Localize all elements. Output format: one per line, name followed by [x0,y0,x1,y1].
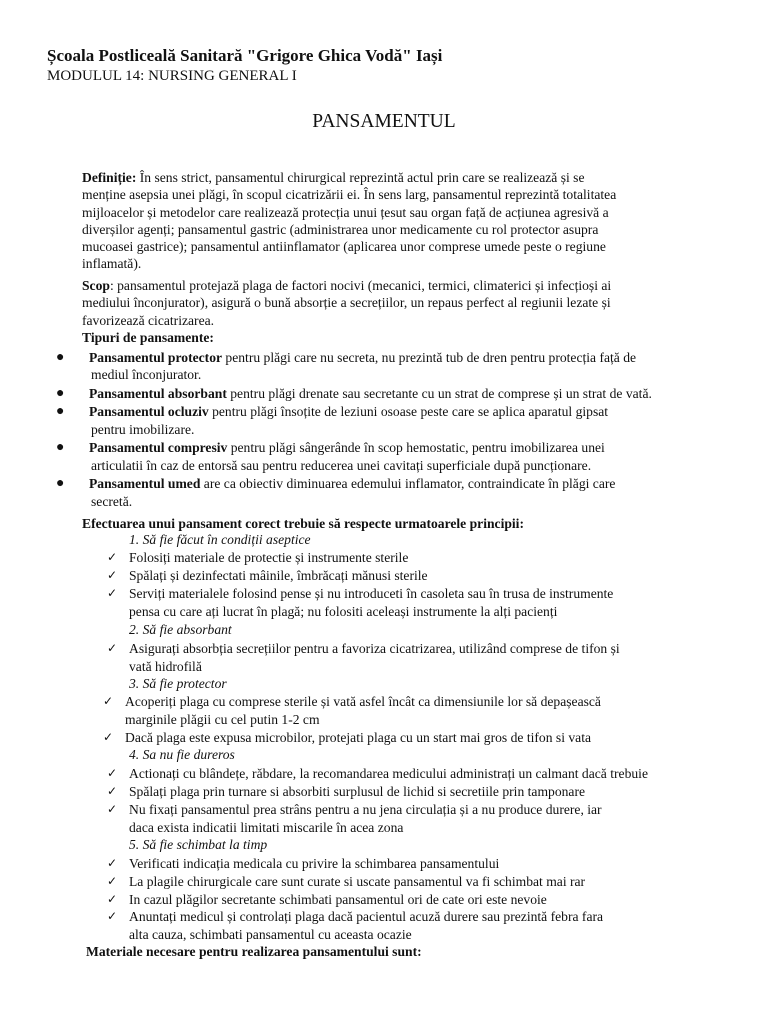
checklist-text: Nu fixați pansamentul prea strâns pentru a nu jena circulația și a nu produce durere, iar [129,802,602,817]
checklist-item [107,908,737,943]
principle-heading: 5. Să fie schimbat la timp [129,837,268,852]
checklist-text: Folosiți materiale de protectie și instrumente sterile [129,550,409,565]
checklist-text-cont: alta cauza, schimbati pansamentul cu aceasta ocazie [129,926,412,942]
type-name: Pansamentul absorbant [89,385,227,401]
checkmark-icon: ✓ [107,784,118,798]
checklist-text: Verificati indicația medicala cu privire la schimbarea pansamentului [129,856,500,871]
principle-heading: 1. Să fie făcut în condiții aseptice [129,532,311,547]
checkmark-icon: ✓ [107,586,118,600]
principle-heading: 2. Să fie absorbant [129,622,232,637]
checklist-item [107,855,737,873]
checkmark-icon: ✓ [107,802,118,816]
list-item [56,403,726,438]
checkmark-icon: ✓ [107,641,118,655]
definition-line: diverșilor agenți; pansamentul gastric (administrarea unor medicamente cu rol protector asupra [82,221,599,237]
materials-heading: Materiale necesare pentru realizarea pansamentului sunt: [86,944,422,959]
checklist-item [103,729,743,747]
checklist-text: In cazul plăgilor secretante schimbati pansamentul ori de cate ori este nevoie [129,892,547,907]
type-text: pentru plăgi sângerânde în scop hemostatic, pentru imobilizarea unei [227,440,605,456]
type-text: pentru plăgi drenate sau secretante cu un strat de comprese și un strat de vată. [226,385,652,401]
type-text-cont: articulatii în caz de entorsă sau pentru reducerea unei cavitați superficiale după puncționare. [91,457,592,473]
scope-line: mediului înconjurator), asigură o bună absorție a secrețiilor, un repaus perfect al regiunii lezate și [82,295,611,311]
type-text-cont: mediul înconjurator. [91,367,202,383]
list-item [56,349,726,384]
checklist-item [103,693,733,728]
principles-heading: Efectuarea unui pansament corect trebuie să respecte urmatoarele principii: [82,516,524,531]
checklist-text: Spălați plaga prin turnare si absorbiti surplusul de lichid si secretiile prin tamponare [129,784,586,799]
checkmark-icon: ✓ [103,730,114,744]
definition-line: În sens strict, pansamentul chirurgical reprezintă actul prin care se realizează și se [139,170,585,185]
school-name: Școala Postliceală Sanitară "Grigore Ghica Vodă" Iași [47,46,443,65]
bullet-dot-icon: ● [56,440,65,456]
bullet-dot-icon: ● [56,385,65,401]
checklist-text: Anuntați medicul și controlați plaga dacă pacientul acuză durere sau prezintă febra fara [129,909,604,924]
checklist-text: Serviți materialele folosind pense și nu introduceti în casoleta sau în trusa de instrumente [129,586,614,601]
types-heading: Tipuri de pansamente: [82,330,214,345]
checklist-text: Dacă plaga este expusa microbilor, protejati plaga cu un start mai gros de tifon si vata [125,730,592,745]
bullet-dot-icon: ● [56,404,65,420]
checklist-item [107,585,737,620]
checklist-item [107,640,737,675]
checklist-text: Spălați și dezinfectati mâinile, îmbrăcați mănusi sterile [129,568,428,583]
list-item [56,385,726,402]
checkmark-icon: ✓ [107,909,118,923]
checklist-text: La plagile chirurgicale care sunt curate si uscate pansamentul va fi schimbat mai rar [129,874,586,889]
checklist-item [107,549,727,567]
checklist-item [107,567,727,585]
type-name: Pansamentul protector [89,350,223,365]
checklist-text: Acoperiți plaga cu comprese sterile și vată asfel încât ca dimensiunile lor să depașească [125,694,601,709]
scope-line: : pansamentul protejază plaga de factori nocivi (mecanici, termici, climaterici și infecțioși ai [109,278,612,293]
checkmark-icon: ✓ [103,694,114,708]
checklist-text-cont: pensa cu care ați lucrat în plagă; nu folositi aceleași instrumente la alți pacienți [129,603,558,619]
bullet-dot-icon: ● [56,350,65,365]
types-list [56,349,726,511]
type-text: pentru plăgi care nu secreta, nu prezintă tub de dren pentru protecția față de [222,350,637,365]
definition-line: inflamată). [82,256,142,272]
bullet-dot-icon: ● [56,476,65,492]
type-text: are ca obiectiv diminuarea edemului inflamator, contraindicate în plăgi care [200,476,616,492]
checklist-item [107,873,737,891]
scope-paragraph [82,277,702,329]
module-name: MODULUL 14: NURSING GENERAL I [47,68,297,84]
checkmark-icon: ✓ [107,568,118,582]
type-name: Pansamentul compresiv [89,440,228,456]
type-text: pentru plăgi însoțite de leziuni osoase peste care se aplica aparatul gipsat [208,404,609,420]
page-title: PANSAMENTUL [312,111,456,132]
checklist-text-cont: marginile plăgii cu cel putin 1-2 cm [125,711,320,727]
type-text-cont: secretă. [91,493,133,509]
checklist-text-cont: vată hidrofilă [129,658,202,674]
checklist-text-cont: daca exista indicatii limitati miscarile în acea zona [129,819,404,835]
checkmark-icon: ✓ [107,892,118,906]
checklist-text: Asigurați absorbția secrețiilor pentru a favoriza cicatrizarea, utilizând comprese de tifon și [129,641,620,656]
checklist-item [107,783,737,801]
checklist-item [107,765,747,783]
checkmark-icon: ✓ [107,856,118,870]
list-item [56,475,726,510]
definition-paragraph [82,169,702,273]
checklist-item [107,801,737,836]
definition-line: menține asepsia unei plăgi, în scopul cicatrizării ei. În sens larg, pansamentul reprezintă totalitatea [82,187,617,203]
type-text-cont: pentru imobilizare. [91,421,195,437]
scope-line: favorizează cicatrizarea. [82,312,215,328]
type-name: Pansamentul ocluziv [89,404,209,420]
definition-line: mucoasei gastrice); pansamentul antiinflamator (aplicarea unor comprese umede peste o regiune [82,239,606,255]
checkmark-icon: ✓ [107,550,118,564]
definition-label: Definiție: [82,170,137,185]
scope-label: Scop [82,278,110,293]
principle-heading: 3. Să fie protector [129,676,227,691]
checkmark-icon: ✓ [107,766,118,780]
checkmark-icon: ✓ [107,874,118,888]
type-name: Pansamentul umed [89,476,201,492]
list-item [56,439,726,474]
checklist-item [107,891,737,909]
principle-heading: 4. Sa nu fie dureros [129,747,235,762]
checklist-text: Actionați cu blândețe, răbdare, la recomandarea medicului administrați un calmant dacă trebuie [129,766,648,781]
definition-line: mijloacelor și metodelor care realizează protecția unui țesut sau organ față de acțiunea agresivă a [82,204,609,220]
